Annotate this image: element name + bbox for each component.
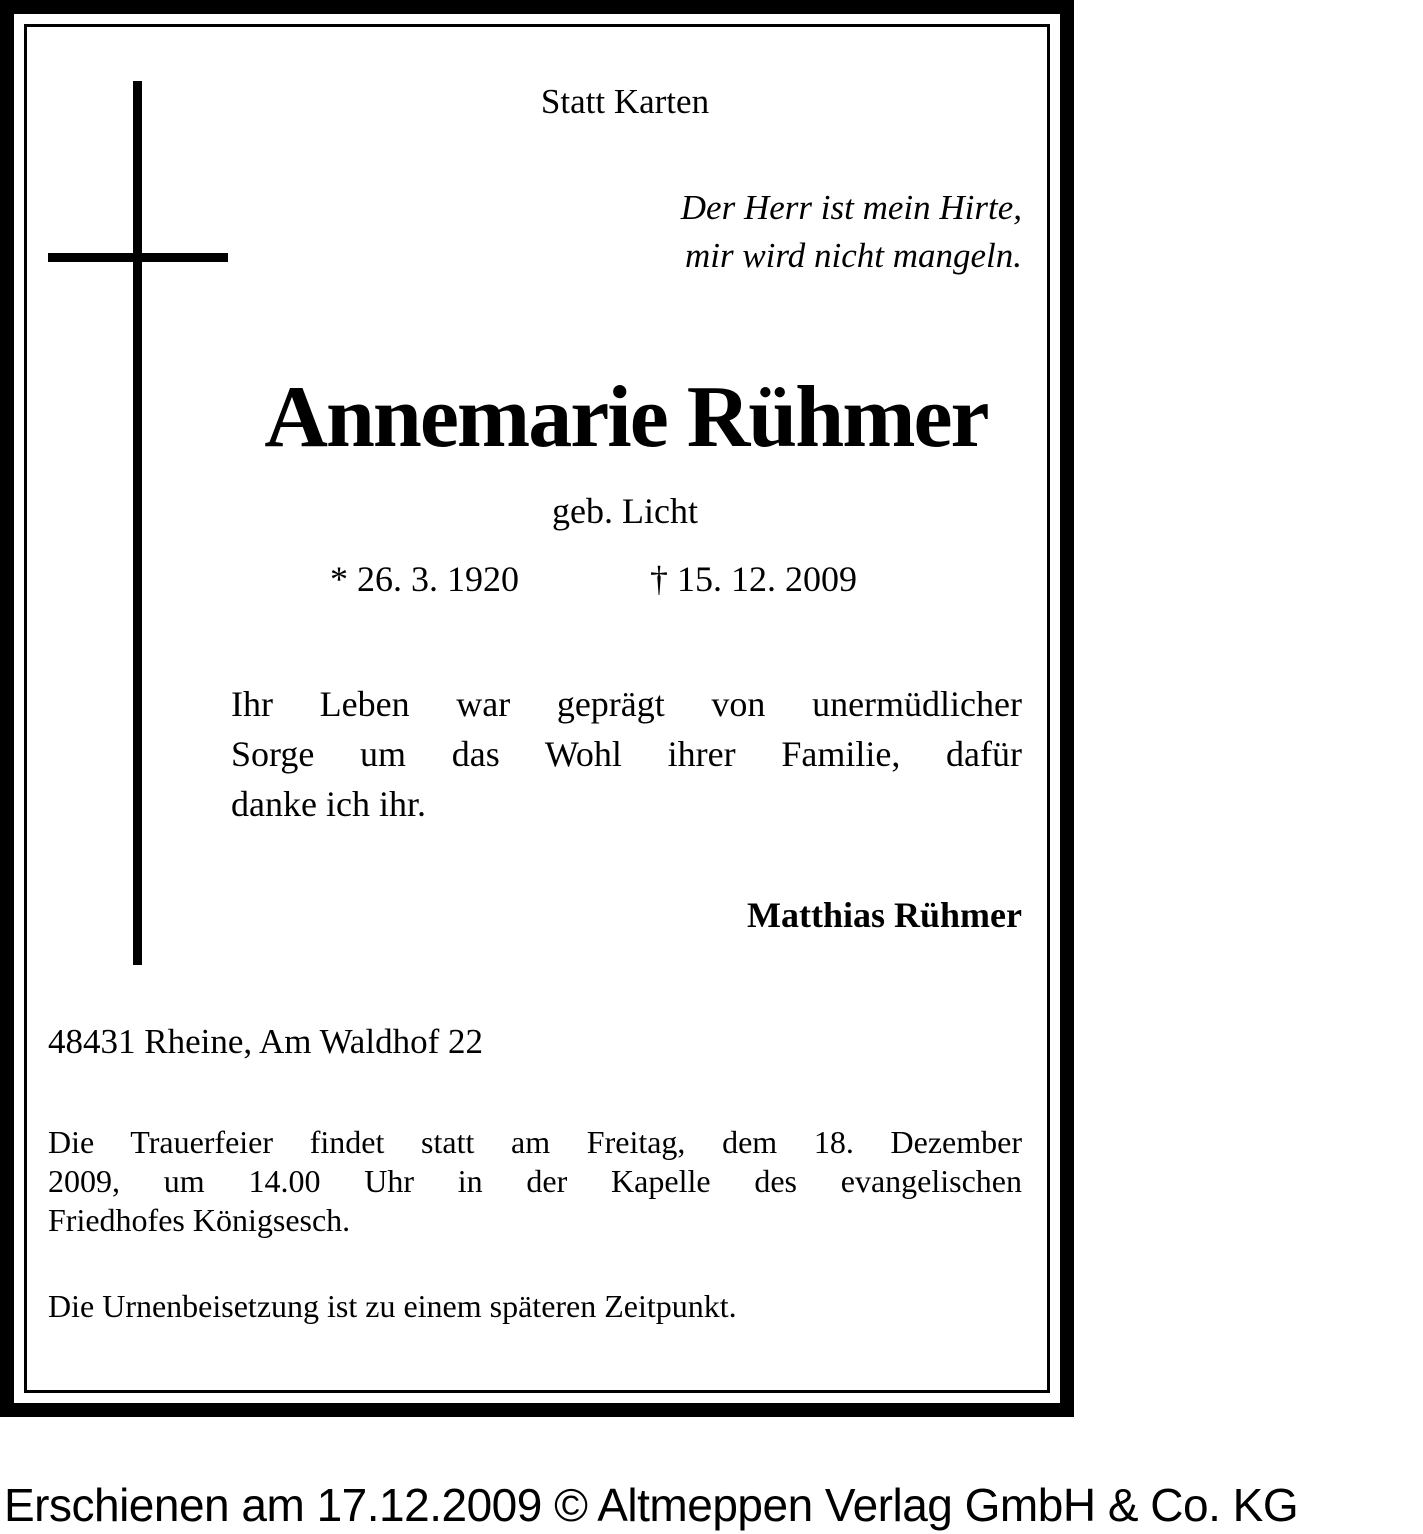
tribute-line: Ihr Leben war geprägt von unermüdlicher (231, 684, 1022, 724)
ceremony-line: 2009, um 14.00 Uhr in der Kapelle des evangelischen (48, 1163, 1022, 1199)
urn-burial-note: Die Urnenbeisetzung ist zu einem späteren Zeitpunkt. (48, 1288, 737, 1324)
motto-line: mir wird nicht mangeln. (684, 236, 1022, 275)
birth-date: * 26. 3. 1920 (330, 559, 519, 599)
signature: Matthias Rühmer (747, 895, 1022, 935)
ceremony-line: Friedhofes Königsesch. (48, 1202, 351, 1238)
death-date: † 15. 12. 2009 (650, 559, 857, 599)
maiden-name: geb. Licht (552, 491, 698, 531)
notice-header: Statt Karten (540, 82, 710, 121)
deceased-name: Annemarie Rühmer (264, 369, 988, 466)
motto-line: Der Herr ist mein Hirte, (680, 188, 1022, 227)
ceremony-line: Die Trauerfeier findet statt am Freitag, dem 18. Dezember (48, 1124, 1022, 1160)
cross-icon-crossbar (48, 253, 228, 262)
publication-footer: Erschienen am 17.12.2009 © Altmeppen Verlag GmbH & Co. KG (4, 1479, 1299, 1531)
cross-icon (133, 81, 142, 965)
tribute-line: Sorge um das Wohl ihrer Familie, dafür (231, 734, 1022, 774)
tribute-line: danke ich ihr. (231, 784, 426, 824)
address: 48431 Rheine, Am Waldhof 22 (48, 1022, 483, 1061)
